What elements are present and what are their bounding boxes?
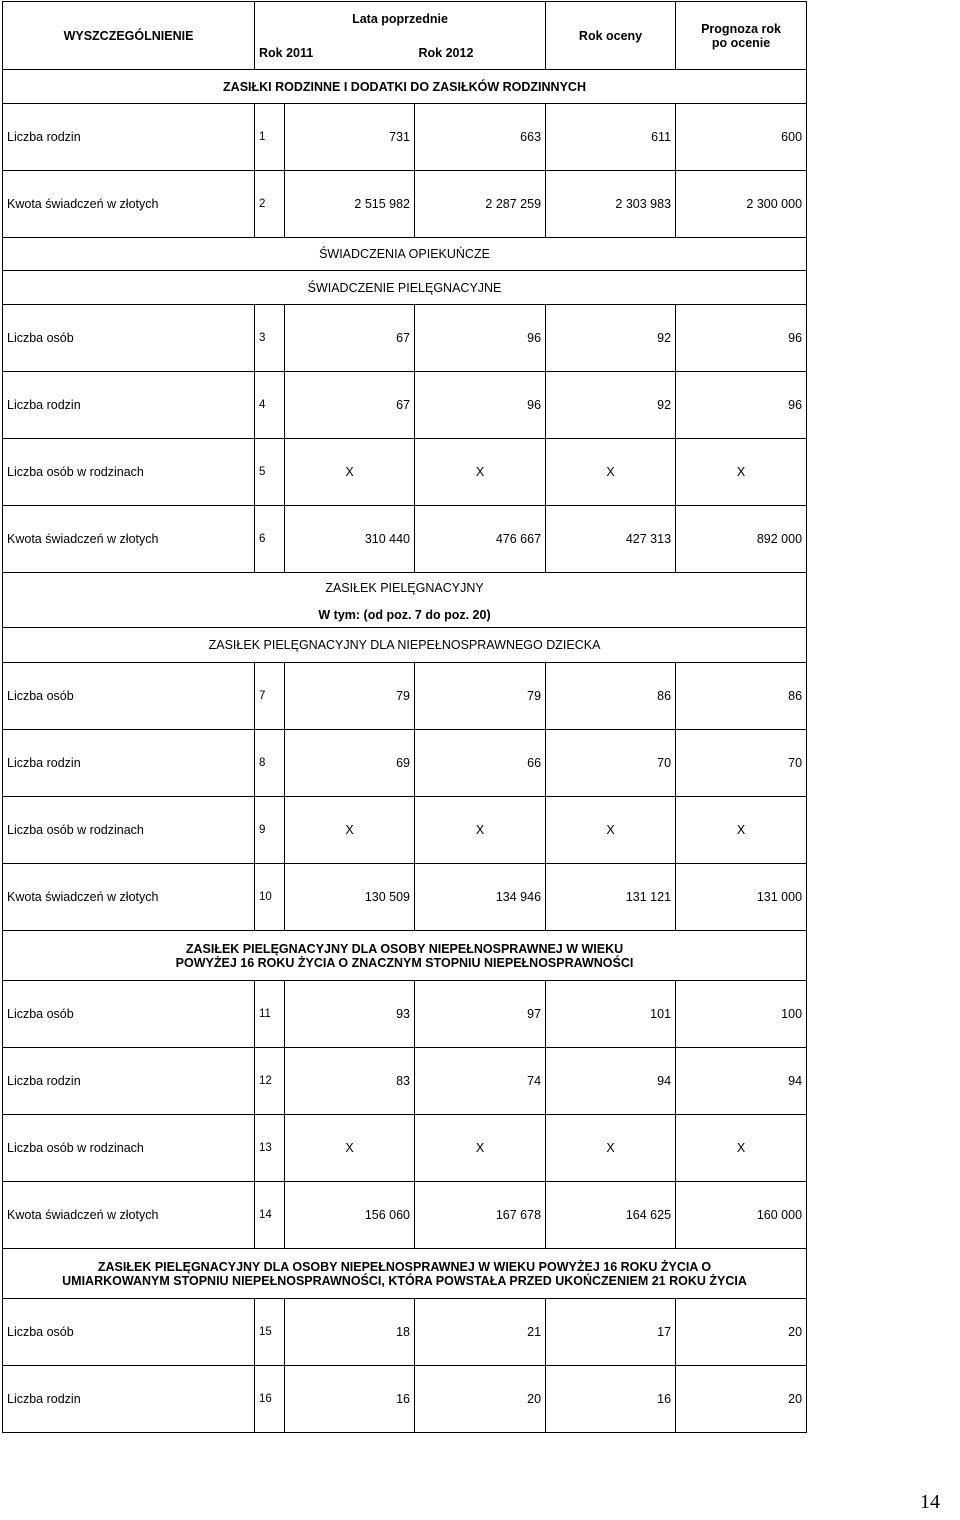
value-rating-year: X [546,439,676,506]
section-family-allowances: ZASIŁKI RODZINNE I DODATKI DO ZASIŁKÓW RODZINNYCH [3,70,807,104]
value-forecast: 160 000 [676,1182,807,1249]
row-number: 9 [255,797,285,864]
header-forecast-line1: Prognoza rok [701,21,781,36]
value-rating-year: 164 625 [546,1182,676,1249]
section-moderate-disability-line2: UMIARKOWANYM STOPNIU NIEPEŁNOSPRAWNOŚCI, KTÓRA POWSTAŁA PRZED UKOŃCZENIEM 21 ROKU ŻYCIA [62,1273,747,1288]
row-label: Liczba rodzin [3,730,255,797]
value-forecast: 892 000 [676,506,807,573]
header-year-2012: Rok 2012 [415,37,676,70]
value-2012: 167 678 [415,1182,546,1249]
row-number: 14 [255,1182,285,1249]
value-rating-year: 16 [546,1366,676,1433]
row-number: 15 [255,1299,285,1366]
value-2011: 79 [285,663,415,730]
value-2011: 130 509 [285,864,415,931]
value-rating-year: 94 [546,1048,676,1115]
value-rating-year: 92 [546,305,676,372]
value-forecast: 100 [676,981,807,1048]
value-rating-year: 17 [546,1299,676,1366]
value-2012: 66 [415,730,546,797]
value-rating-year: X [546,1115,676,1182]
value-2011: 93 [285,981,415,1048]
row-label: Liczba osób w rodzinach [3,439,255,506]
value-rating-year: X [546,797,676,864]
value-2012: 21 [415,1299,546,1366]
row-number: 13 [255,1115,285,1182]
row-number: 6 [255,506,285,573]
value-2012: 97 [415,981,546,1048]
row-number: 3 [255,305,285,372]
value-rating-year: 611 [546,104,676,171]
section-moderate-disability-line1: ZASIŁEK PIELĘGNACYJNY DLA OSOBY NIEPEŁNOSPRAWNEJ W WIEKU POWYŻEJ 16 ROKU ŻYCIA O [97,1259,712,1274]
value-forecast: 94 [676,1048,807,1115]
value-forecast: 96 [676,372,807,439]
value-rating-year: 92 [546,372,676,439]
value-forecast: 600 [676,104,807,171]
table-row [3,372,807,439]
header-year-2011: Rok 2011 [255,37,415,70]
table-row [3,506,807,573]
table-row [3,663,807,730]
table-row [3,1115,807,1182]
row-label: Liczba osób w rodzinach [3,797,255,864]
value-rating-year: 101 [546,981,676,1048]
value-rating-year: 2 303 983 [546,171,676,238]
row-number: 5 [255,439,285,506]
table-row [3,981,807,1048]
header-previous-years: Lata poprzednie [255,2,546,37]
value-rating-year: 86 [546,663,676,730]
section-moderate-disability [3,1249,807,1299]
section-disabled-child: ZASIŁEK PIELĘGNACYJNY DLA NIEPEŁNOSPRAWNEGO DZIECKA [3,628,807,663]
value-2011: 16 [285,1366,415,1433]
value-forecast: 86 [676,663,807,730]
table-row [3,864,807,931]
value-forecast: 20 [676,1366,807,1433]
header-forecast [676,2,807,70]
row-label: Liczba osób [3,981,255,1048]
value-2011: 67 [285,372,415,439]
value-forecast: 131 000 [676,864,807,931]
row-number: 11 [255,981,285,1048]
value-2011: X [285,439,415,506]
table-row [3,1366,807,1433]
table-row [3,1048,807,1115]
value-2012: 79 [415,663,546,730]
row-number: 4 [255,372,285,439]
row-number: 8 [255,730,285,797]
value-forecast: 2 300 000 [676,171,807,238]
row-label: Kwota świadczeń w złotych [3,1182,255,1249]
row-number: 7 [255,663,285,730]
row-label: Liczba rodzin [3,1366,255,1433]
row-number: 16 [255,1366,285,1433]
table-row [3,730,807,797]
table-row [3,171,807,238]
value-rating-year: 131 121 [546,864,676,931]
value-2011: X [285,797,415,864]
value-2012: 96 [415,305,546,372]
value-2012: X [415,439,546,506]
row-number: 2 [255,171,285,238]
row-number: 10 [255,864,285,931]
value-rating-year: 427 313 [546,506,676,573]
row-label: Liczba osób [3,663,255,730]
value-2011: 310 440 [285,506,415,573]
value-rating-year: 70 [546,730,676,797]
section-significant-disability [3,931,807,981]
value-2012: 2 287 259 [415,171,546,238]
value-2012: 74 [415,1048,546,1115]
value-2011: 2 515 982 [285,171,415,238]
section-care-benefits: ŚWIADCZENIA OPIEKUŃCZE [3,238,807,271]
value-2012: X [415,797,546,864]
value-forecast: 20 [676,1299,807,1366]
row-label: Liczba osób [3,1299,255,1366]
value-forecast: X [676,439,807,506]
value-2012: 476 667 [415,506,546,573]
table-row [3,1182,807,1249]
row-number: 1 [255,104,285,171]
value-2011: 156 060 [285,1182,415,1249]
value-2011: X [285,1115,415,1182]
row-label: Liczba rodzin [3,104,255,171]
table-row [3,439,807,506]
value-forecast: 70 [676,730,807,797]
table-row [3,305,807,372]
row-number: 12 [255,1048,285,1115]
value-forecast: X [676,1115,807,1182]
row-label: Kwota świadczeń w złotych [3,171,255,238]
table-row [3,104,807,171]
page-number: 14 [920,1491,940,1513]
row-label: Liczba rodzin [3,1048,255,1115]
value-2011: 731 [285,104,415,171]
value-2012: 96 [415,372,546,439]
value-forecast: X [676,797,807,864]
benefits-table [2,1,807,1433]
row-label: Kwota świadczeń w złotych [3,506,255,573]
value-2012: 663 [415,104,546,171]
value-2011: 18 [285,1299,415,1366]
header-rating-year: Rok oceny [546,2,676,70]
section-nursing-allowance: ZASIŁEK PIELĘGNACYJNY [3,573,807,604]
header-description: WYSZCZEGÓLNIENIE [3,2,255,70]
value-forecast: 96 [676,305,807,372]
row-label: Liczba osób w rodzinach [3,1115,255,1182]
value-2012: 134 946 [415,864,546,931]
table-row [3,1299,807,1366]
value-2011: 83 [285,1048,415,1115]
section-significant-disability-line1: ZASIŁEK PIELĘGNACYJNY DLA OSOBY NIEPEŁNOSPRAWNEJ W WIEKU [185,941,624,956]
table-row [3,797,807,864]
row-label: Kwota świadczeń w złotych [3,864,255,931]
value-2011: 69 [285,730,415,797]
row-label: Liczba osób [3,305,255,372]
section-significant-disability-line2: POWYŻEJ 16 ROKU ŻYCIA O ZNACZNYM STOPNIU NIEPEŁNOSPRAWNOŚCI [175,955,634,970]
value-2012: X [415,1115,546,1182]
section-including-range: W tym: (od poz. 7 do poz. 20) [3,604,807,628]
header-forecast-line2: po ocenie [711,35,771,50]
value-2011: 67 [285,305,415,372]
value-2012: 20 [415,1366,546,1433]
section-nursing-benefit: ŚWIADCZENIE PIELĘGNACYJNE [3,271,807,305]
row-label: Liczba rodzin [3,372,255,439]
